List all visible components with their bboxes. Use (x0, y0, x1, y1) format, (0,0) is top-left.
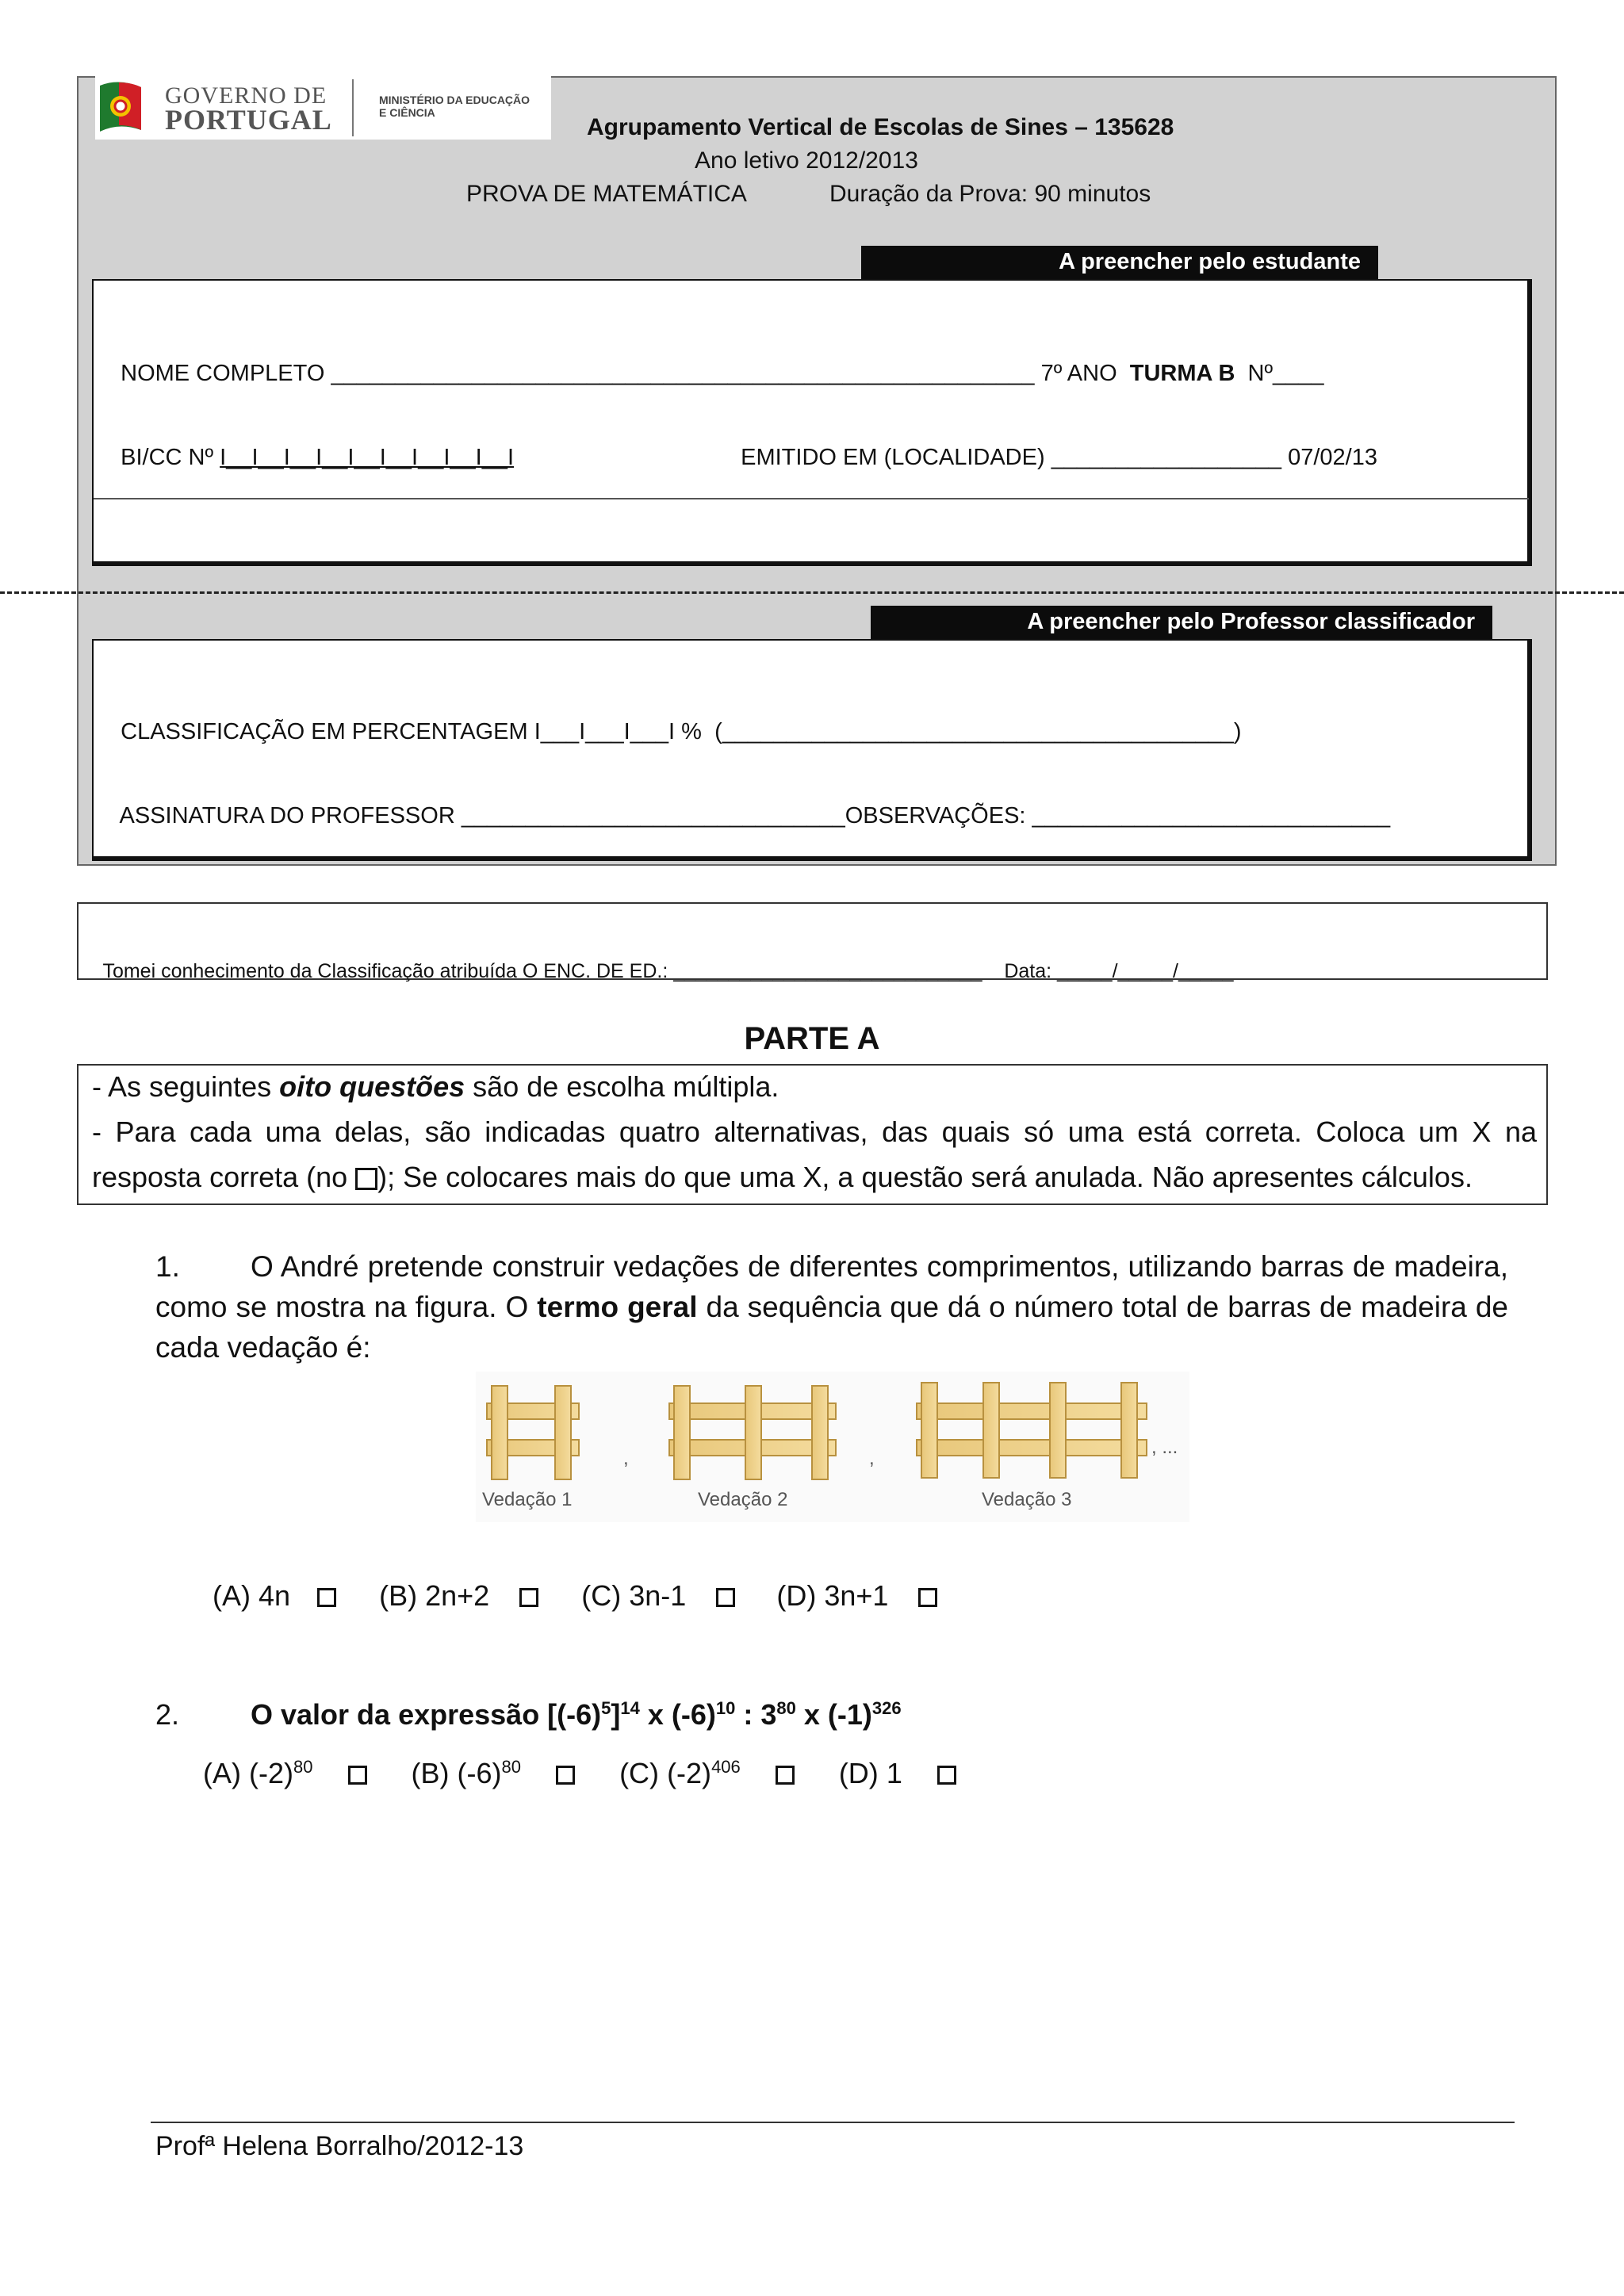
fence-1 (487, 1386, 579, 1479)
q2-expression: O valor da expressão $[(-6)^5]^{14}$ x $(-6)^{10}$ : $3^{80}$ x $(-1)^{326}$ (251, 1698, 902, 1731)
signature-line (108, 777, 1390, 829)
name-blank[interactable]: _______________________________________________________ (331, 361, 1035, 386)
student-inner-divider (94, 498, 1529, 499)
teacher-section-tab: A preencher pelo Professor classificador (871, 606, 1492, 639)
q1-checkbox-b[interactable] (519, 1588, 538, 1607)
ministry-line-1: MINISTÉRIO DA EDUCAÇÃO (379, 94, 530, 106)
signature-label: ASSINATURA DO PROFESSOR (119, 803, 455, 828)
guardian-signature-field[interactable]: ____________________________ (673, 960, 982, 982)
school-year: Ano letivo 2012/2013 (695, 147, 918, 174)
fence-3 (917, 1383, 1147, 1478)
percent-sign: % (681, 719, 702, 744)
q1-text-bold: termo geral (537, 1291, 698, 1323)
ministry-line-2: E CIÊNCIA (379, 106, 435, 119)
logo-line-1: GOVERNO DE (165, 82, 327, 109)
q1-option-d[interactable]: (D) 3n+1 (776, 1579, 889, 1612)
fence-label-2: Vedação 2 (698, 1489, 788, 1510)
footer-author: Profª Helena Borralho/2012-13 (155, 2131, 524, 2161)
observations-field[interactable]: ____________________________ (1032, 803, 1391, 828)
q1-options (213, 1579, 937, 1613)
instr-text-b: são de escolha múltipla. (465, 1070, 779, 1103)
instr-text-c: - Para cada uma delas, são indicadas quatro alternativas, das quais só uma está correta. Coloca um X na resposta correta (no (92, 1115, 1537, 1193)
logo-divider (352, 79, 354, 136)
q2-checkbox-d[interactable] (937, 1766, 956, 1785)
logo-line-2: PORTUGAL (165, 104, 332, 136)
issued-date: 07/02/13 (1288, 445, 1377, 470)
fence-label-1: Vedação 1 (482, 1489, 573, 1510)
q1-option-a[interactable]: (A) 4n (213, 1579, 291, 1612)
q1-option-b[interactable]: (B) 2n+2 (379, 1579, 490, 1612)
q2-checkbox-a[interactable] (348, 1766, 367, 1785)
cut-line (0, 591, 1624, 594)
footer-rule (151, 2122, 1515, 2123)
school-name: Agrupamento Vertical de Escolas de Sines – 135628 (587, 114, 1174, 140)
q2-number: 2. (155, 1698, 180, 1731)
instr-emphasis: oito questões (279, 1070, 465, 1103)
q1-checkbox-d[interactable] (918, 1588, 937, 1607)
fence-2 (669, 1386, 836, 1479)
id-cells-field[interactable]: I__I__I__I__I__I__I__I__I__I (220, 445, 515, 470)
part-title: PARTE A (744, 1021, 880, 1056)
instructions-line-1 (92, 1064, 1535, 1109)
fence-separator-2: , (869, 1448, 875, 1469)
exam-title: PROVA DE MATEMÁTICA (466, 181, 747, 207)
issued-line (728, 419, 1377, 471)
issued-field[interactable]: __________________ (1051, 445, 1281, 470)
fence-separator-1: , (623, 1448, 629, 1469)
name-label: NOME COMPLETO (121, 361, 325, 386)
q1-checkbox-c[interactable] (716, 1588, 735, 1607)
ack-date-label: Data: (1004, 960, 1052, 982)
q2-option-d[interactable]: (D) 1 (838, 1757, 902, 1789)
class-label: TURMA B (1129, 361, 1235, 386)
q1-checkbox-a[interactable] (317, 1588, 336, 1607)
instr-text-a: - As seguintes (92, 1070, 280, 1103)
checkbox-example-icon (355, 1168, 377, 1190)
fence-ellipsis: , ... (1151, 1437, 1178, 1458)
q1-text-a: O André pretende construir vedações de diferentes comprimentos, utilizando barras de madeira, como se mostra na figura. O (155, 1250, 1508, 1323)
fence-label-3: Vedação 3 (982, 1489, 1072, 1510)
q2-option-c[interactable]: (C) $(-2)^{406}$ (619, 1757, 741, 1789)
q1-option-c[interactable]: (C) 3n-1 (581, 1579, 687, 1612)
id-label: BI/CC Nº (121, 445, 214, 470)
exam-duration: Duração da Prova: 90 minutos (829, 181, 1151, 207)
classification-label: CLASSIFICAÇÃO EM PERCENTAGEM (121, 719, 528, 744)
signature-field[interactable]: ______________________________ (461, 803, 845, 828)
q1-text-b: da sequência que dá o número total de barras de madeira de cada vedação é: (155, 1291, 1508, 1364)
q2-checkbox-c[interactable] (776, 1766, 795, 1785)
ack-date-field[interactable]: _____/_____/_____ (1057, 960, 1234, 982)
classification-words-field[interactable]: (________________________________________) (714, 719, 1242, 744)
q2-option-b[interactable]: (B) $(-6)^{80}$ (411, 1757, 522, 1789)
id-line (108, 419, 514, 471)
government-logo (95, 76, 551, 140)
classification-cells-field[interactable]: I___I___I___I (534, 719, 676, 744)
q2-options (203, 1757, 956, 1790)
portugal-flag-icon (95, 79, 155, 136)
student-section-tab: A preencher pelo estudante (861, 246, 1378, 279)
number-field[interactable]: Nº____ (1247, 361, 1324, 386)
issued-label: EMITIDO EM (LOCALIDADE) (741, 445, 1045, 470)
q2-checkbox-b[interactable] (556, 1766, 575, 1785)
acknowledgement-text: Tomei conhecimento da Classificação atribuída O ENC. DE ED.: (102, 960, 668, 982)
q1-number: 1. (155, 1250, 180, 1283)
q2-option-a[interactable]: (A) $(-2)^{80}$ (203, 1757, 313, 1789)
instructions-line-2 (92, 1109, 1537, 1200)
q1-text (155, 1246, 1508, 1368)
name-line[interactable] (108, 335, 1324, 387)
acknowledgement-line (92, 937, 1234, 983)
fence-drawings (476, 1372, 1189, 1490)
fence-figure (476, 1372, 1189, 1522)
grade-label: 7º ANO (1040, 361, 1117, 386)
instr-text-d: ); Se colocares mais do que uma X, a questão será anulada. Não apresentes cálculos. (377, 1161, 1473, 1193)
classification-line (108, 693, 1242, 745)
observations-label: OBSERVAÇÕES: (845, 803, 1026, 828)
